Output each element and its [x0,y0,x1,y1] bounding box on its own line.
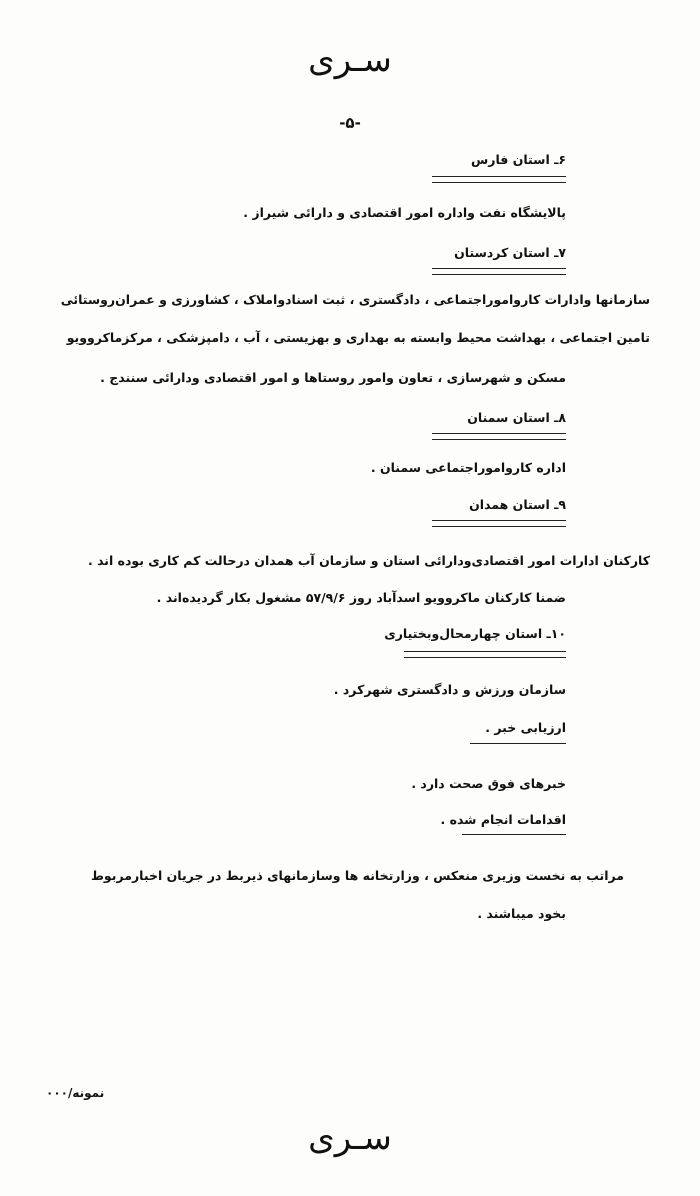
section-7-line-2: تامین اجتماعی ، بهداشت محیط وابسته به بهداری و بهزیستی ، آب ، دامپزشکی ، مرکزماکروویو [66,330,650,345]
section-10-body: سازمان ورزش و دادگستری شهرکرد . [333,682,566,697]
section-7-heading: ۷ـ استان کردستان [454,245,566,260]
section-9-underline [432,520,566,527]
section-9-line-2: ضمنا کارکنان ماکروویو اسدآباد روز ۵۷/۹/۶ مشغول بکار گردیده‌اند . [156,590,566,605]
section-7-line-3: مسکن و شهرسازی ، تعاون وامور روستاها و امور اقتصادی ودارائی سنندج . [100,370,566,385]
classification-bottom: سـری [308,1118,392,1158]
section-8-heading: ۸ـ استان سمنان [467,410,566,425]
assessment-heading: ارزیابی خبر . [485,720,566,735]
assessment-body: خبرهای فوق صحت دارد . [411,776,566,791]
section-10-underline [404,651,566,658]
assessment-underline [470,743,566,744]
section-8-underline [432,433,566,440]
actions-line-2: بخود میباشند . [477,906,566,921]
sample-number: نمونه/۰۰۰ [46,1086,105,1100]
actions-underline [462,834,566,835]
section-6-body: پالایشگاه نفت واداره امور اقتصادی و دارائی شیراز . [243,205,566,220]
section-8-body: اداره کارواموراجتماعی سمنان . [370,460,566,475]
actions-line-1: مراتب به نخست وزیری منعکس ، وزارتخانه ها وسازمانهای ذیربط در جریان اخبارمربوط [90,868,624,883]
section-7-line-1: سازمانها وادارات کارواموراجتماعی ، دادگستری ، ثبت اسنادواملاک ، کشاورزی و عمران‌روستائی [60,292,650,307]
page-number: -۵- [339,114,361,132]
section-9-heading: ۹ـ استان همدان [469,497,566,512]
section-6-underline [432,176,566,183]
actions-heading: اقدامات انجام شده . [440,812,566,827]
classification-top: سـری [308,40,392,80]
section-10-heading: ۱۰ـ استان چهارمحال‌وبختیاری [384,626,566,641]
section-6-heading: ۶ـ استان فارس [471,152,566,167]
section-9-line-1: کارکنان ادارات امور اقتصادی‌ودارائی استان و سازمان آب همدان درحالت کم کاری بوده اند . [87,553,650,568]
section-7-underline [432,268,566,275]
